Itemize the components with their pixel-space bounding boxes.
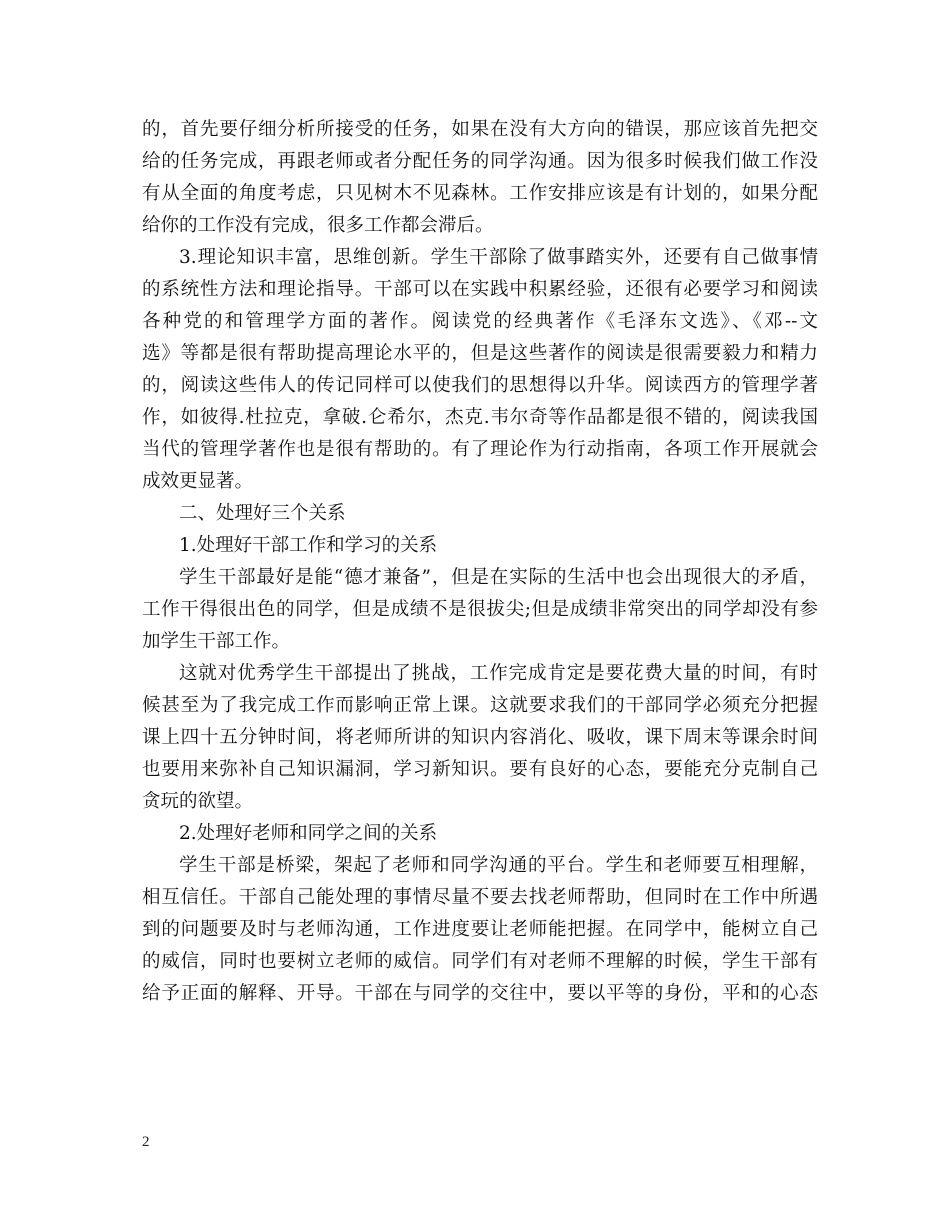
text-line: 1.处理好干部工作和学习的关系 [179, 535, 438, 556]
text-line: 给你的工作没有完成，很多工作都会滞后。 [142, 215, 494, 236]
text-line: 给予正面的解释、开导。干部在与同学的交往中，要以平等的身份，平和的心态 [142, 983, 818, 1004]
text-line: 加学生干部工作。 [142, 631, 291, 652]
text-line: 有从全面的角度考虑，只见树木不见森林。工作安排应该是有计划的，如果分配 [142, 183, 818, 204]
body-text [142, 114, 818, 1010]
text-line: 的，首先要仔细分析所接受的任务，如果在没有大方向的错误，那应该首先把交 [142, 119, 818, 140]
text-line: 2.处理好老师和同学之间的关系 [179, 823, 438, 844]
text-line: 工作干得很出色的同学，但是成绩不是很拔尖;但是成绩非常突出的同学却没有参 [142, 599, 818, 620]
text-line: 二、处理好三个关系 [179, 503, 346, 524]
text-line: 成效更显著。 [142, 471, 254, 492]
text-line: 这就对优秀学生干部提出了挑战，工作完成肯定是要花费大量的时间，有时 [179, 663, 818, 684]
text-line: 给的任务完成，再跟老师或者分配任务的同学沟通。因为很多时候我们做工作没 [142, 151, 818, 172]
text-line: 选》等都是很有帮助提高理论水平的，但是这些著作的阅读是很需要毅力和精力 [142, 343, 818, 364]
text-line: 学生干部是桥梁，架起了老师和同学沟通的平台。学生和老师要互相理解， [179, 855, 818, 876]
page-number: 2 [142, 1134, 150, 1150]
text-line: 当代的管理学著作也是很有帮助的。有了理论作为行动指南，各项工作开展就会 [142, 439, 818, 460]
text-line: 各种党的和管理学方面的著作。阅读党的经典著作《毛泽东文选》、《邓--文 [142, 311, 818, 332]
text-line: 贪玩的欲望。 [142, 791, 254, 812]
text-line: 候甚至为了我完成工作而影响正常上课。这就要求我们的干部同学必须充分把握 [142, 695, 818, 716]
text-line: 3.理论知识丰富，思维创新。学生干部除了做事踏实外，还要有自己做事情 [179, 247, 818, 268]
text-line: 课上四十五分钟时间，将老师所讲的知识内容消化、吸收，课下周末等课余时间 [142, 727, 818, 748]
text-line: 的，阅读这些伟人的传记同样可以使我们的思想得以升华。阅读西方的管理学著 [142, 375, 818, 396]
text-line: 到的问题要及时与老师沟通，工作进度要让老师能把握。在同学中，能树立自己 [142, 919, 818, 940]
text-line: 也要用来弥补自己知识漏洞，学习新知识。要有良好的心态，要能充分克制自己 [142, 759, 818, 780]
text-line: 的系统性方法和理论指导。干部可以在实践中积累经验，还很有必要学习和阅读 [142, 279, 818, 300]
text-line: 学生干部最好是能“德才兼备”，但是在实际的生活中也会出现很大的矛盾， [179, 567, 818, 588]
text-line: 作，如彼得.杜拉克，拿破.仑希尔，杰克.韦尔奇等作品都是很不错的，阅读我国 [142, 407, 818, 428]
text-line: 相互信任。干部自己能处理的事情尽量不要去找老师帮助，但同时在工作中所遇 [142, 887, 818, 908]
text-line: 的威信，同时也要树立老师的威信。同学们有对老师不理解的时候，学生干部有 [142, 951, 818, 972]
